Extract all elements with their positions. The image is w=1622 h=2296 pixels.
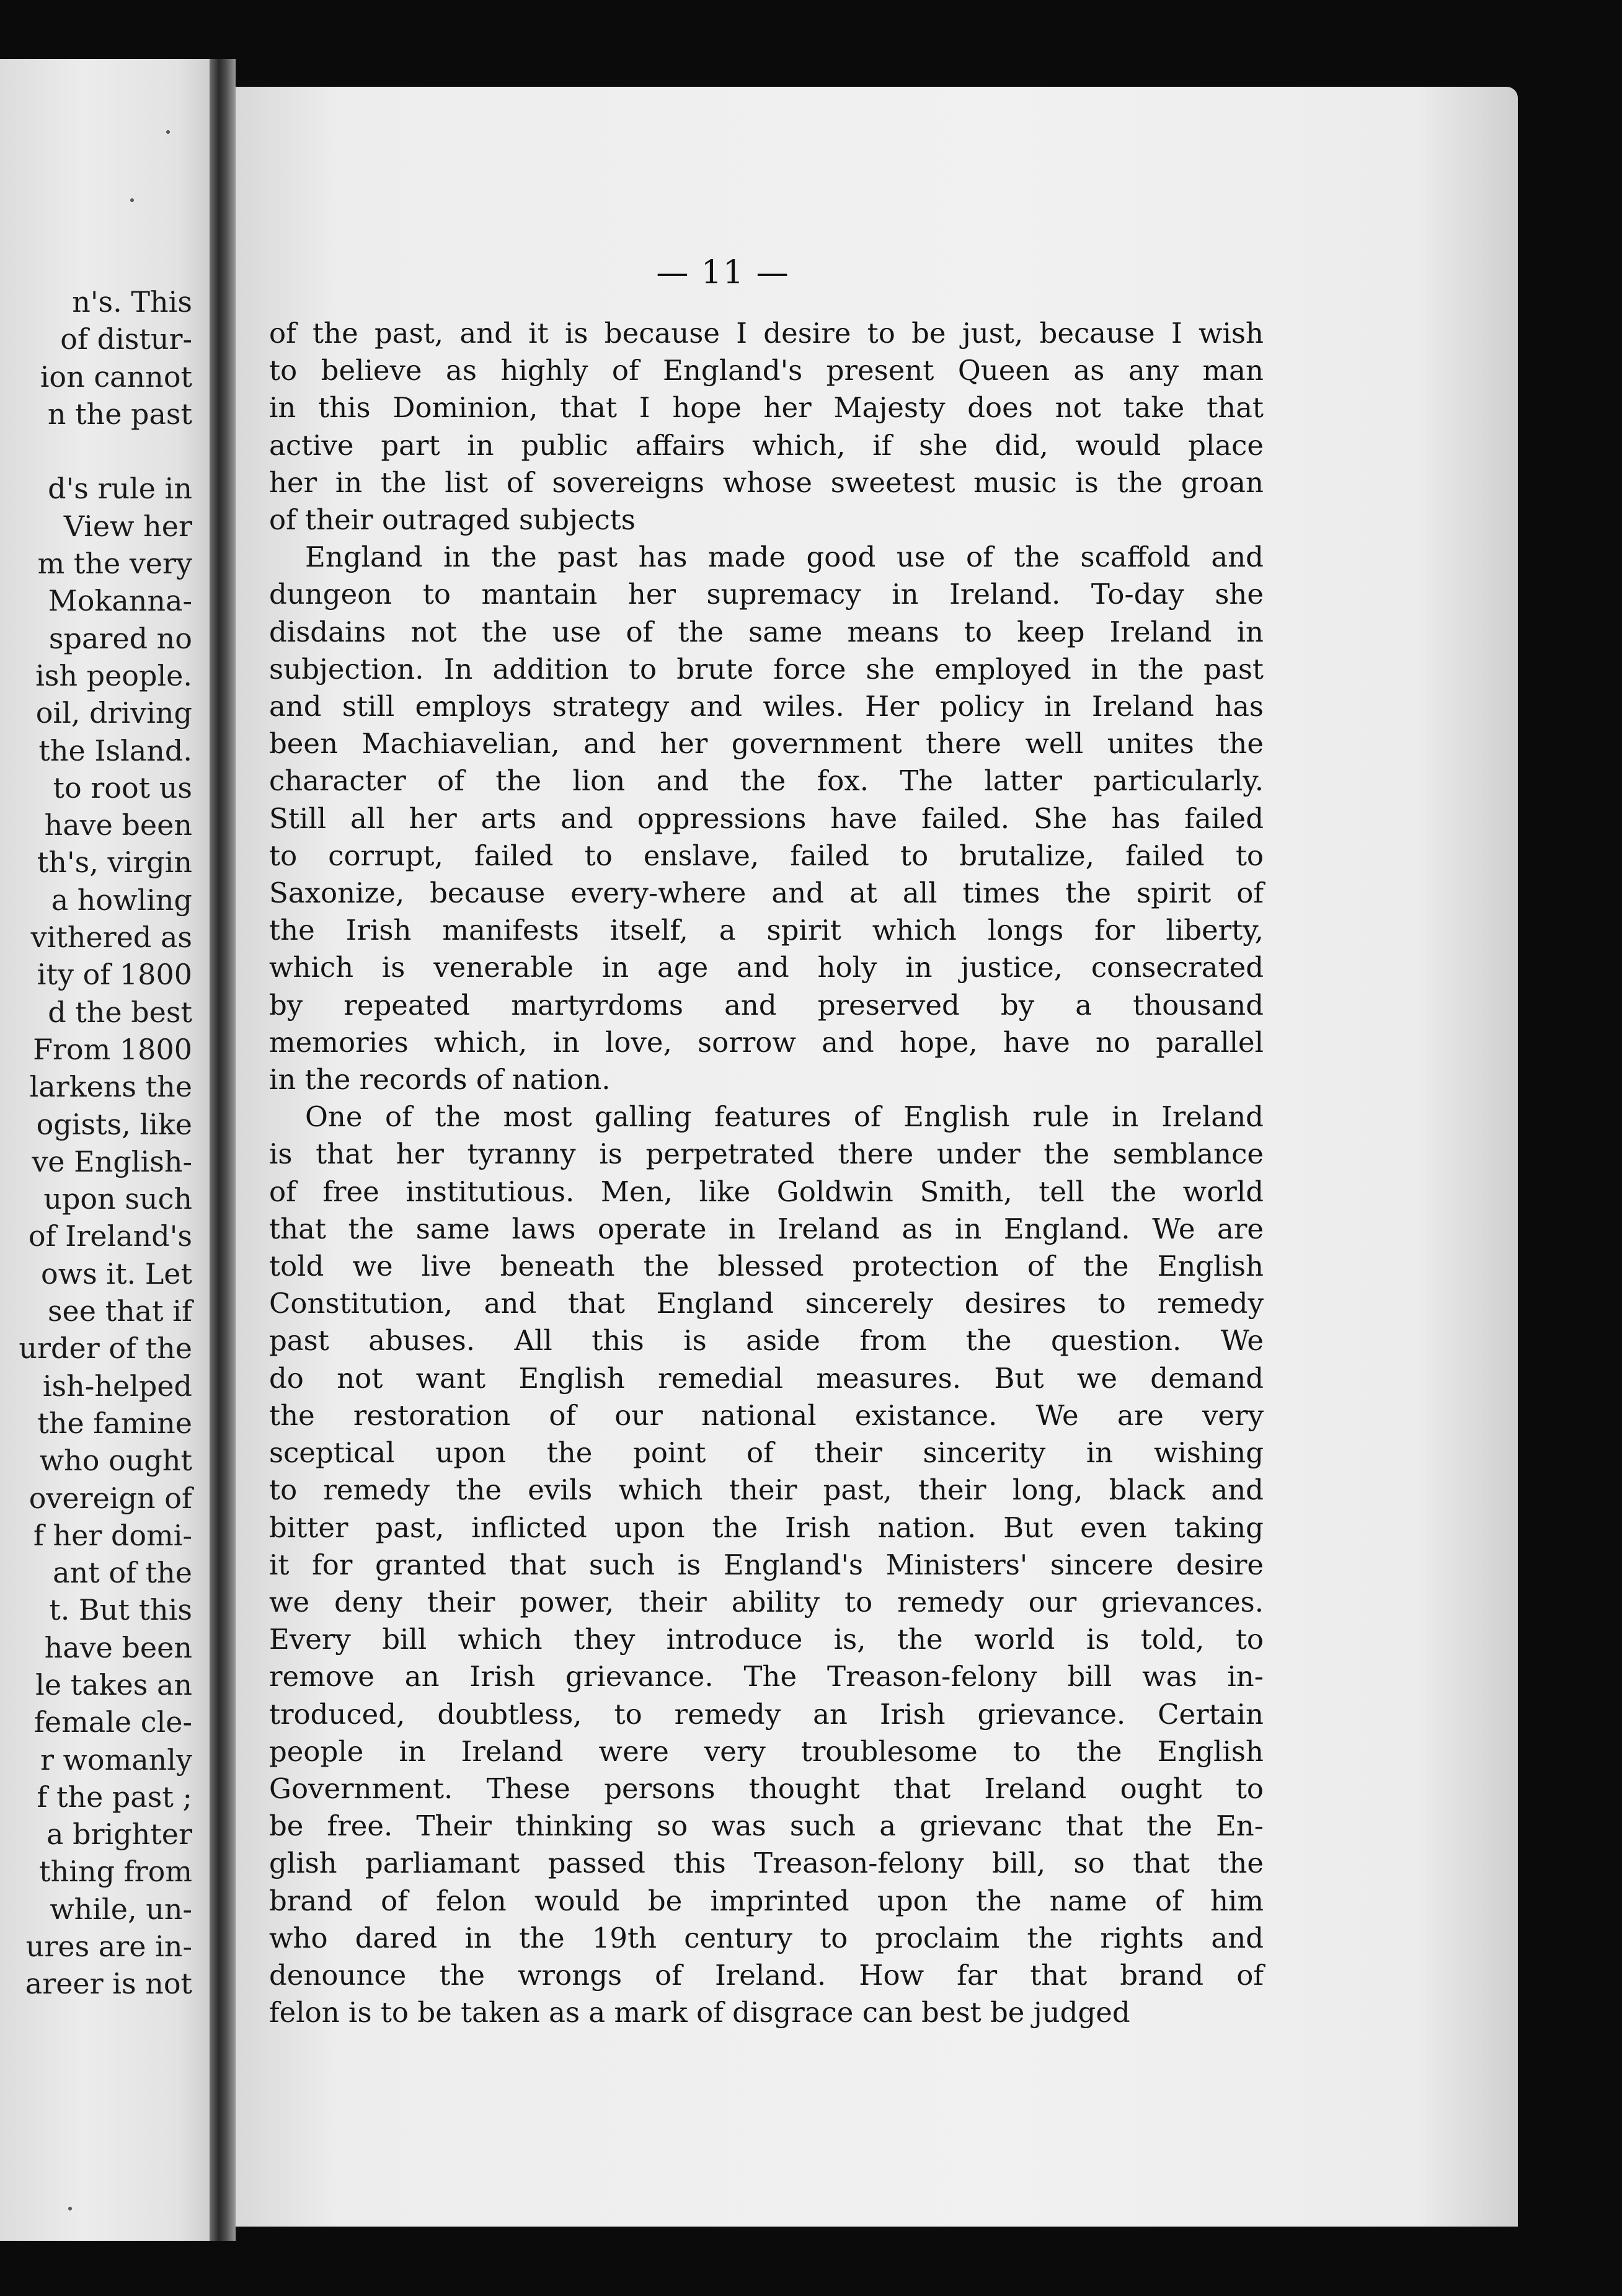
previous-page-line: ity of 1800 — [37, 958, 192, 992]
page-gutter — [210, 59, 236, 2241]
text-line: the Irish manifests itself, a spirit which longs for liberty, — [269, 914, 1264, 947]
previous-page-line: a brighter — [47, 1817, 192, 1852]
previous-page-line: have been — [44, 808, 192, 842]
previous-page-line: n's. This — [72, 285, 192, 319]
text-line: bitter past, inflicted upon the Irish nation. But even taking — [269, 1511, 1264, 1544]
scan-speck — [68, 2207, 72, 2210]
scan-speck — [166, 130, 170, 134]
previous-page-line: oil, driving — [35, 696, 192, 730]
previous-page-line: ows it. Let — [41, 1256, 192, 1291]
previous-page-line: a howling — [51, 883, 192, 917]
previous-page-line: m the very — [37, 547, 192, 581]
text-line: be free. Their thinking so was such a grievanc that the En- — [269, 1809, 1264, 1843]
previous-page-line: female cle- — [33, 1705, 192, 1739]
paragraph — [233, 1098, 1264, 2031]
previous-page-line: ion cannot — [40, 360, 192, 394]
previous-page-line: View her — [63, 509, 192, 543]
previous-page-line — [19, 433, 192, 470]
text-line: it for granted that such is England's Ministers' sincere desire — [269, 1548, 1264, 1581]
text-line: England in the past has made good use of the scaffold and — [305, 541, 1264, 574]
previous-page-line: Mokanna- — [48, 584, 192, 618]
text-line: to believe as highly of England's present Queen as any man — [269, 354, 1264, 387]
text-line: to corrupt, failed to enslave, failed to brutalize, failed to — [269, 839, 1264, 872]
previous-page-line: spared no — [48, 621, 192, 655]
previous-page-line: to root us — [53, 770, 192, 805]
text-line: glish parliamant passed this Treason-felony bill, so that the — [269, 1847, 1264, 1880]
text-line: in this Dominion, that I hope her Majesty does not take that — [269, 391, 1264, 425]
previous-page-line: of Ireland's — [28, 1219, 192, 1253]
previous-page-line: of distur- — [60, 322, 192, 356]
previous-page-line: ant of the — [53, 1556, 192, 1590]
text-line: disdains not the use of the same means to keep Ireland in — [269, 615, 1264, 648]
text-line: told we live beneath the blessed protection of the English — [269, 1250, 1264, 1283]
text-line: by repeated martyrdoms and preserved by a thousand — [269, 988, 1264, 1022]
text-line: to remedy the evils which their past, their long, black and — [269, 1473, 1264, 1507]
previous-page-line: n the past — [47, 397, 192, 431]
text-line: Every bill which they introduce is, the world is told, to — [269, 1623, 1264, 1656]
text-line: One of the most galling features of English rule in Ireland — [305, 1100, 1264, 1134]
previous-page-line: the famine — [37, 1406, 192, 1440]
text-line: of their outraged subjects — [269, 503, 636, 537]
previous-page-line: have been — [44, 1630, 192, 1664]
previous-page-line: thing from — [39, 1855, 192, 1889]
text-line: memories which, in love, sorrow and hope, have no parallel — [269, 1025, 1264, 1059]
previous-page-line: vithered as — [30, 921, 192, 955]
text-line: which is venerable in age and holy in justice, consecrated — [269, 951, 1264, 984]
text-line: people in Ireland were very troublesome to the English — [269, 1734, 1264, 1768]
text-line: denounce the wrongs of Ireland. How far that brand of — [269, 1958, 1264, 1992]
text-line: been Machiavelian, and her government there well unites the — [269, 727, 1264, 761]
text-line: character of the lion and the fox. The latter particularly. — [269, 764, 1264, 798]
text-line: brand of felon would be imprinted upon the name of him — [269, 1884, 1264, 1917]
previous-page-line: urder of the — [19, 1331, 192, 1366]
text-line: Government. These persons thought that Ireland ought to — [269, 1772, 1264, 1805]
paragraph — [233, 315, 1264, 539]
previous-page-line: f her domi- — [33, 1518, 192, 1552]
text-line: of the past, and it is because I desire to be just, because I wish — [269, 317, 1264, 350]
previous-page-line: ve English- — [32, 1144, 192, 1178]
previous-page-line: ogists, like — [36, 1107, 192, 1141]
previous-page-line: who ought — [39, 1444, 192, 1478]
text-line: Constitution, and that England sincerely desires to remedy — [269, 1287, 1264, 1320]
previous-page-line: f the past ; — [37, 1780, 192, 1814]
previous-page-line: ish-helped — [42, 1369, 192, 1403]
previous-page-line: areer is not — [25, 1967, 192, 2001]
previous-page-line: d's rule in — [48, 472, 192, 506]
previous-page-line: d the best — [48, 995, 192, 1029]
previous-page-line: while, un- — [50, 1892, 192, 1926]
paragraph — [233, 539, 1264, 1098]
text-line: sceptical upon the point of their sincerity in wishing — [269, 1436, 1264, 1470]
text-line: the restoration of our national existance. We are very — [269, 1398, 1264, 1432]
text-line: who dared in the 19th century to proclaim the rights and — [269, 1921, 1264, 1954]
page-body-text — [233, 315, 1264, 2031]
text-line: in the records of nation. — [269, 1063, 611, 1097]
page-number: — 11 — — [656, 254, 790, 291]
previous-page-line: larkens the — [29, 1070, 192, 1104]
text-line: felon is to be taken as a mark of disgrace can best be judged — [269, 1996, 1130, 2029]
previous-page-line: r womanly — [40, 1742, 192, 1777]
text-line: her in the list of sovereigns whose sweetest music is the groan — [269, 466, 1264, 499]
previous-page-line: see that if — [47, 1294, 192, 1328]
text-line: and still employs strategy and wiles. Her policy in Ireland has — [269, 690, 1264, 723]
text-line: dungeon to mantain her supremacy in Ireland. To-day she — [269, 578, 1264, 611]
previous-page-text-fragments — [19, 283, 192, 2003]
text-line: of free institutious. Men, like Goldwin Smith, tell the world — [269, 1175, 1264, 1208]
previous-page-line: overeign of — [29, 1481, 192, 1515]
text-line: is that her tyranny is perpetrated there under the semblance — [269, 1137, 1264, 1171]
previous-page-line: upon such — [43, 1182, 192, 1216]
previous-page-line: t. But this — [49, 1593, 192, 1627]
previous-page-line: ures are in- — [25, 1930, 192, 1964]
text-line: Saxonize, because every-where and at all times the spirit of — [269, 876, 1264, 910]
text-line: troduced, doubtless, to remedy an Irish grievance. Certain — [269, 1697, 1264, 1731]
previous-page-line: ish people. — [35, 658, 192, 692]
text-line: Still all her arts and oppressions have failed. She has failed — [269, 801, 1264, 835]
text-line: we deny their power, their ability to remedy our grievances. — [269, 1585, 1264, 1618]
text-line: remove an Irish grievance. The Treason-felony bill was in- — [269, 1660, 1264, 1693]
previous-page-line: le takes an — [35, 1667, 192, 1702]
text-line: active part in public affairs which, if she did, would place — [269, 428, 1264, 462]
previous-page-strip — [0, 59, 210, 2241]
scan-speck — [130, 198, 134, 202]
text-line: subjection. In addition to brute force she employed in the past — [269, 652, 1264, 686]
text-line: past abuses. All this is aside from the question. We — [269, 1324, 1264, 1358]
previous-page-line: From 1800 — [33, 1032, 192, 1066]
previous-page-line: th's, virgin — [37, 846, 192, 880]
previous-page-line: the Island. — [38, 733, 192, 767]
text-line: that the same laws operate in Ireland as in England. We are — [269, 1212, 1264, 1245]
text-line: do not want English remedial measures. But we demand — [269, 1361, 1264, 1395]
